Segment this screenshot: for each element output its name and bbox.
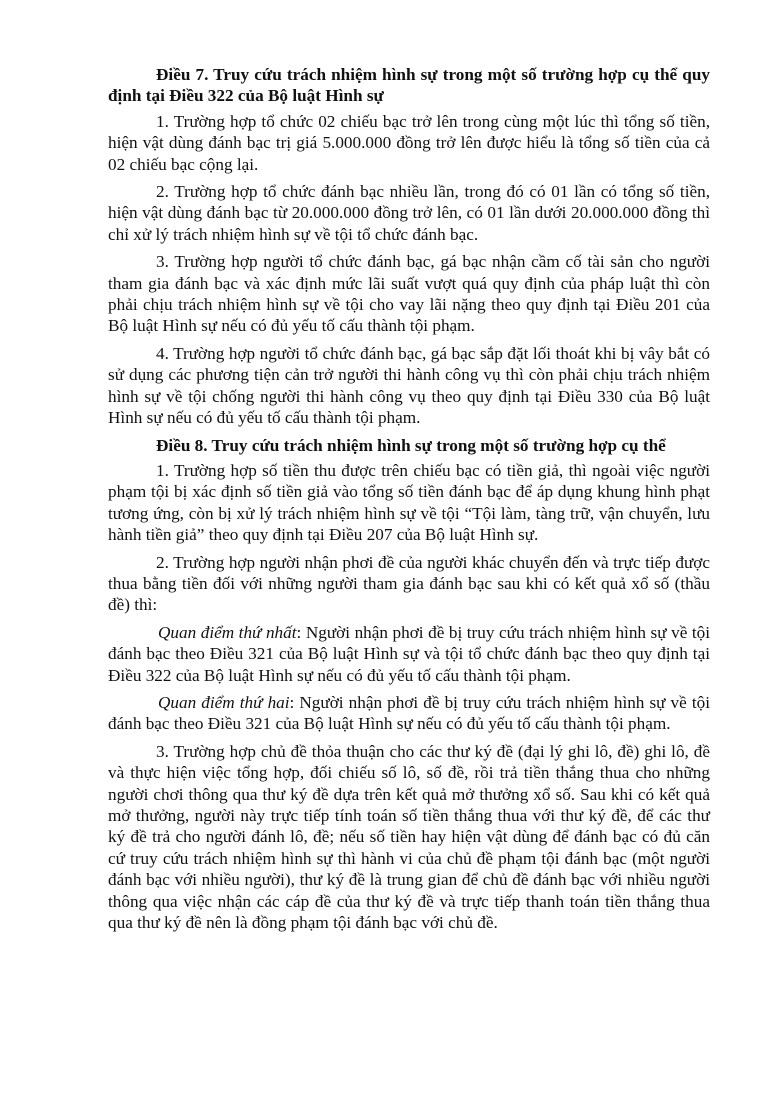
opinion-second [108, 692, 710, 735]
opinion-first-lead: Quan điểm thứ nhất [158, 622, 297, 642]
article-8-paragraph-2: 2. Trường hợp người nhận phơi đề của người khác chuyển đến và trực tiếp được thua bằng tiền đối với những người tham gia đánh bạc sau khi có kết quả xổ số (thầu đề) thì: [108, 552, 710, 615]
article-7-paragraph-2: 2. Trường hợp tổ chức đánh bạc nhiều lần, trong đó có 01 lần có tổng số tiền, hiện vật dùng đánh bạc từ 20.000.000 đồng trở lên, có 01 lần dưới 20.000.000 đồng thì chỉ xử lý trách nhiệm hình sự về tội tổ chức đánh bạc. [108, 182, 710, 244]
opinion-first-text: : Người nhận phơi đề bị truy cứu trách nhiệm hình sự về tội đánh bạc theo Điều 321 của Bộ luật Hình sự và tội tổ chức đánh bạc theo quy định tại Điều 322 của Bộ luật Hình sự nếu có đủ yếu tố cấu thành tội phạm. [108, 622, 711, 685]
article-7-paragraph-3: 3. Trường hợp người tổ chức đánh bạc, gá bạc nhận cầm cố tài sản cho người tham gia đánh bạc và xác định mức lãi suất vượt quá quy định của pháp luật thì còn phải chịu trách nhiệm hình sự về tội cho vay lãi nặng theo quy định tại Điều 201 của Bộ luật Hình sự nếu có đủ yếu tố cấu thành tội phạm. [108, 252, 710, 336]
opinion-second-text: : Người nhận phơi đề bị truy cứu trách nhiệm hình sự về tội đánh bạc theo Điều 321 của Bộ luật Hình sự nếu có đủ yếu tố cấu thành tội phạm. [108, 692, 710, 734]
article-8-paragraph-3: 3. Trường hợp chủ đề thỏa thuận cho các thư ký đề (đại lý ghi lô, đề) ghi lô, đề và thực hiện việc tổng hợp, đối chiếu số lô, số đề, rồi trả tiền thắng thua cho những người chơi thông qua thư ký đề dựa trên kết quả mở thưởng xổ số. Sau khi có kết quả mở thưởng, người này trực tiếp tính toán số tiền thắng thua với thư ký đề, để các thư ký đề trả cho người đánh lô, đề; nếu số tiền hay hiện vật dùng để đánh bạc có đủ căn cứ truy cứu trách nhiệm hình sự thì hành vi của chủ đề phạm tội đánh bạc (một người đánh bạc với nhiều người), thư ký đề là trung gian để chủ đề đánh bạc với nhiều người thông qua việc nhận các cáp đề của thư ký đề và trực tiếp thanh toán tiền thắng thua qua thư ký đề nên là đồng phạm tội đánh bạc với chủ đề. [108, 741, 710, 933]
article-7-paragraph-1: 1. Trường hợp tổ chức 02 chiếu bạc trở lên trong cùng một lúc thì tổng số tiền, hiện vật dùng đánh bạc trị giá 5.000.000 đồng trở lên được hiểu là tổng số tiền của cả 02 chiếu bạc cộng lại. [108, 111, 710, 174]
document-page [108, 64, 710, 939]
article-8-heading: Điều 8. Truy cứu trách nhiệm hình sự trong một số trường hợp cụ thể [156, 435, 666, 455]
article-8-paragraph-1: 1. Trường hợp số tiền thu được trên chiếu bạc có tiền giả, thì ngoài việc người phạm tội bị xác định số tiền giả vào tổng số tiền đánh bạc để áp dụng khung hình phạt tương ứng, còn bị xử lý trách nhiệm hình sự về tội “Tội làm, tàng trữ, vận chuyển, lưu hành tiền giả” theo quy định tại Điều 207 của Bộ luật Hình sự. [108, 460, 710, 545]
article-7-heading: Điều 7. Truy cứu trách nhiệm hình sự trong một số trường hợp cụ thể quy định tại Điều 322 của Bộ luật Hình sự [108, 65, 710, 106]
opinion-first [108, 622, 710, 686]
article-7-paragraph-4: 4. Trường hợp người tổ chức đánh bạc, gá bạc sắp đặt lối thoát khi bị vây bắt có sử dụng các phương tiện cản trở người thi hành công vụ thì còn phải chịu trách nhiệm hình sự về tội chống người thi hành công vụ theo quy định tại Điều 330 của Bộ luật Hình sự nếu có đủ yếu tố cấu thành tội phạm. [108, 343, 710, 428]
opinion-second-lead: Quan điểm thứ hai [158, 692, 290, 712]
